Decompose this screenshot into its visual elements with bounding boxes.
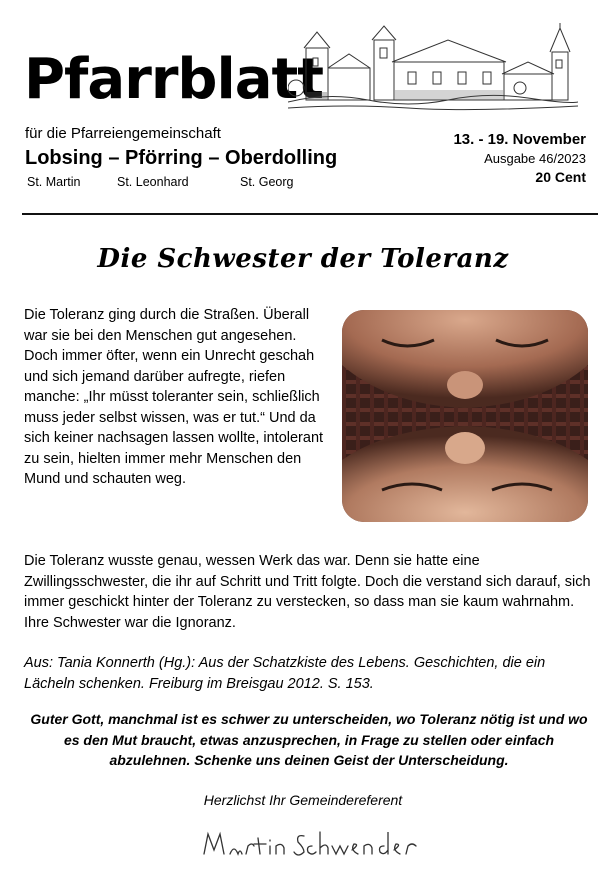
newsletter-title: Pfarrblatt [24, 47, 324, 112]
article-photo [342, 310, 588, 522]
issue-number: Ausgabe 46/2023 [484, 151, 586, 167]
article-paragraph-1: Die Toleranz ging durch die Straßen. Überall war sie bei den Menschen gut angesehen. Doch immer öfter, wenn ein Unrecht geschah und sich jemand darüber aufregte, riefen manche: „Ihr müsst toleranter sein, schließlich muss jeder selbst wissen, was er tut.“ Und da sich keiner nachsagen lassen wollte, intolerant zu sein, hielten immer mehr Menschen den Mund und schauten weg. [24, 307, 324, 487]
header-divider [22, 213, 598, 215]
closing-greeting: Herzlichst Ihr Gemeindereferent [203, 792, 403, 808]
church-illustration [288, 22, 578, 114]
article-paragraph-3-text: Ihre Schwester war die Ignoranz. [24, 614, 236, 631]
article-citation: Aus: Tania Konnerth (Hg.): Aus der Schatzkiste des Lebens. Geschichten, die ein Lächeln schenken. Freiburg im Breisgau 2012. S. 153. [24, 655, 546, 692]
parish-names: Lobsing – Pförring – Oberdolling [25, 147, 338, 169]
article-paragraph-2 [24, 551, 594, 633]
saint-martin-label: St. Martin [27, 175, 81, 189]
issue-dates: 13. - 19. November [453, 131, 586, 148]
saint-georg-label: St. Georg [240, 175, 294, 189]
issue-price: 20 Cent [535, 168, 586, 185]
article-paragraph-2-text: Die Toleranz wusste genau, wessen Werk das war. Denn sie hatte eine Zwillingsschwester, die ihr auf Schritt und Tritt folgte. Doch die verstand sich darauf, sich immer geschickt hinter der Toleranz zu verstecken, so dass man sie kaum wahrnahm. [24, 553, 591, 610]
subtitle: für die Pfarreiengemeinschaft [25, 125, 221, 142]
handwritten-signature [200, 820, 430, 866]
prayer-text: Guter Gott, manchmal ist es schwer zu unterscheiden, wo Toleranz nötig ist und wo es den Mut braucht, etwas anzusprechen, in Frage zu stellen oder einfach abzulehnen. Schenke uns deinen Geist der Unterscheidung. [30, 711, 588, 768]
issue-info [453, 130, 586, 187]
saint-leonhard-label: St. Leonhard [117, 175, 189, 189]
article-title: Die Schwester der Toleranz [97, 244, 509, 274]
